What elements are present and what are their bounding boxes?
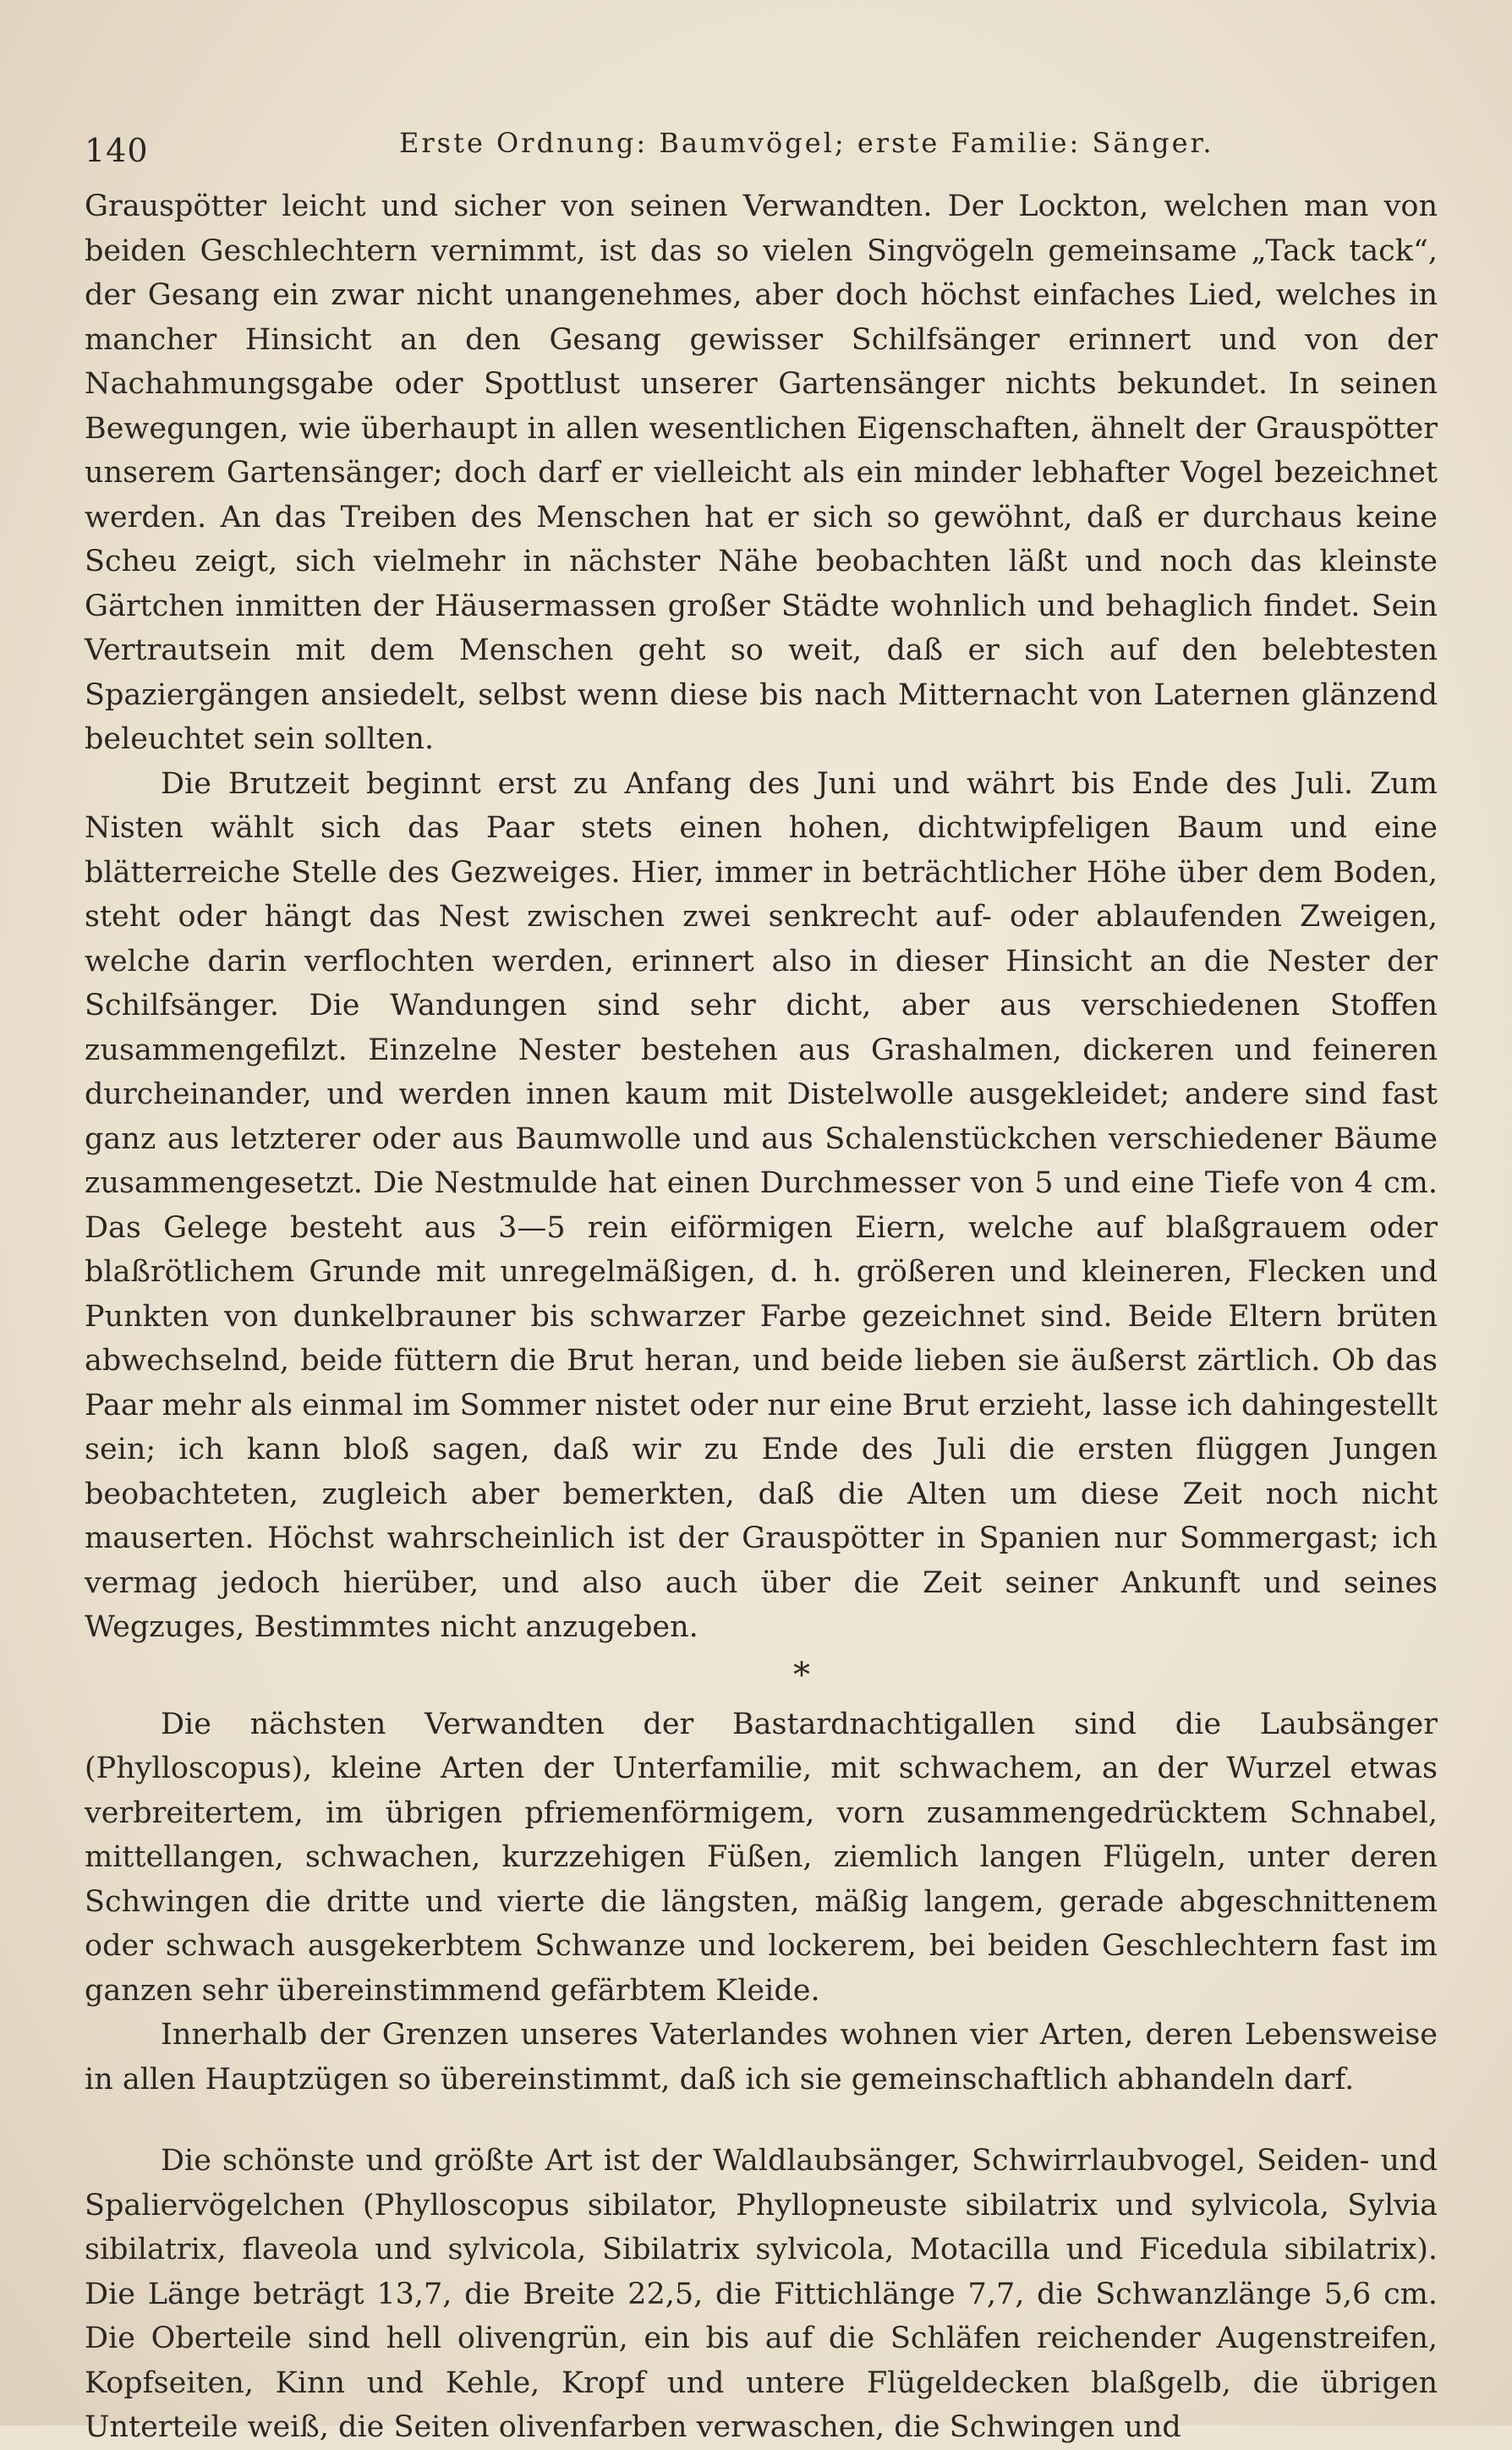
running-head <box>85 127 1438 178</box>
section-separator: * <box>793 1655 810 1695</box>
paragraph-four-species: Innerhalb der Grenzen unseres Vaterlandes wohnen vier Arten, deren Lebensweise in allen Hauptzügen so übereinstimmt, daß ich sie gemeinschaftlich abhandeln darf. <box>85 2018 1438 2096</box>
page-number: 140 <box>85 132 149 169</box>
paragraph-grauspoetter-voice: Grauspötter leicht und sicher von seinen Verwandten. Der Lockton, welchen man von beiden Geschlechtern vernimmt, ist das so vielen Singvögeln gemeinsame „Tack tack“, der Gesang ein zwar nicht unangenehmes, aber doch höchst einfaches Lied, welches in mancher Hinsicht an den Gesang gewisser Schilfsänger erinnert und von der Nachahmungsgabe oder Spottlust unserer Gartensänger nichts bekundet. In seinen Bewegungen, wie überhaupt in allen wesentlichen Eigenschaften, ähnelt der Grauspötter unserem Gartensänger; doch darf er vielleicht als ein minder lebhafter Vogel bezeichnet werden. An das Treiben des Menschen hat er sich so gewöhnt, daß er durchaus keine Scheu zeigt, sich vielmehr in nächster Nähe beobachten läßt und noch das kleinste Gärtchen inmitten der Häusermassen großer Städte wohnlich und behaglich findet. Sein Vertrautsein mit dem Menschen geht so weit, daß er sich auf den belebtesten Spaziergängen ansiedelt, selbst wenn diese bis nach Mitternacht von Laternen glänzend beleuchtet sein sollten. <box>85 189 1438 756</box>
paragraph-laubsaenger-intro: Die nächsten Verwandten der Bastardnachtigallen sind die Laubsänger (Phylloscopus), kleine Arten der Unterfamilie, mit schwachem, an der Wurzel etwas verbreitertem, im übrigen pfriemenförmigem, vorn zusammengedrücktem Schnabel, mittellangen, schwachen, kurzzehigen Füßen, ziemlich langen Flügeln, unter deren Schwingen die dritte und vierte die längsten, mäßig langem, gerade abgeschnittenem oder schwach ausgekerbtem Schwanze und lockerem, bei beiden Geschlechtern fast im ganzen sehr übereinstimmend gefärbtem Kleide. <box>85 1707 1438 2008</box>
body-text <box>85 184 1438 2450</box>
paragraph-breeding: Die Brutzeit beginnt erst zu Anfang des Juni und währt bis Ende des Juli. Zum Nisten wählt sich das Paar stets einen hohen, dichtwipfeligen Baum und eine blätterreiche Stelle des Gezweiges. Hier, immer in beträchtlicher Höhe über dem Boden, steht oder hängt das Nest zwischen zwei senkrecht auf- oder ablaufenden Zweigen, welche darin verflochten werden, erinnert also in dieser Hinsicht an die Nester der Schilfsänger. Die Wandungen sind sehr dicht, aber aus verschiedenen Stoffen zusammengefilzt. Einzelne Nester bestehen aus Grashalmen, dickeren und feineren durcheinander, und werden innen kaum mit Distelwolle ausgekleidet; andere sind fast ganz aus letzterer oder aus Baumwolle und aus Schalenstückchen verschiedener Bäume zusammengesetzt. Die Nestmulde hat einen Durchmesser von 5 und eine Tiefe von 4 cm. Das Gelege besteht aus 3—5 rein eiförmigen Eiern, welche auf blaßgrauem oder blaßrötlichem Grunde mit unregelmäßigen, d. h. größeren und kleineren, Flecken und Punkten von dunkelbrauner bis schwarzer Farbe gezeichnet sind. Beide Eltern brüten abwechselnd, beide füttern die Brut heran, und beide lieben sie äußerst zärtlich. Ob das Paar mehr als einmal im Sommer nistet oder nur eine Brut erzieht, lasse ich dahingestellt sein; ich kann bloß sagen, daß wir zu Ende des Juli die ersten flüggen Jungen beobachteten, zugleich aber bemerkten, daß die Alten um diese Zeit noch nicht mauserten. Höchst wahrscheinlich ist der Grauspötter in Spanien nur Sommergast; ich vermag jedoch hierüber, und also auch über die Zeit seiner Ankunft und seines Wegzuges, Bestimmtes nicht anzugeben. <box>85 766 1438 1644</box>
paragraph-waldlaubsaenger: Die schönste und größte Art ist der Waldlaubsänger, Schwirrlaubvogel, Seiden- und Spaliervögelchen (Phylloscopus sibilator, Phyllopneuste sibilatrix und sylvicola, Sylvia sibilatrix, flaveola und sylvicola, Sibilatrix sylvicola, Motacilla und Ficedula sibilatrix). Die Länge beträgt 13,7, die Breite 22,5, die Fittichlänge 7,7, die Schwanzlänge 5,6 cm. Die Oberteile sind hell olivengrün, ein bis auf die Schläfen reichender Augenstreifen, Kopfseiten, Kinn und Kehle, Kropf und untere Flügeldecken blaßgelb, die übrigen Unterteile weiß, die Seiten olivenfarben verwaschen, die Schwingen und <box>85 2144 1438 2444</box>
running-title: Erste Ordnung: Baumvögel; erste Familie: Sänger. <box>399 127 1214 159</box>
section-gap <box>85 2102 1438 2135</box>
